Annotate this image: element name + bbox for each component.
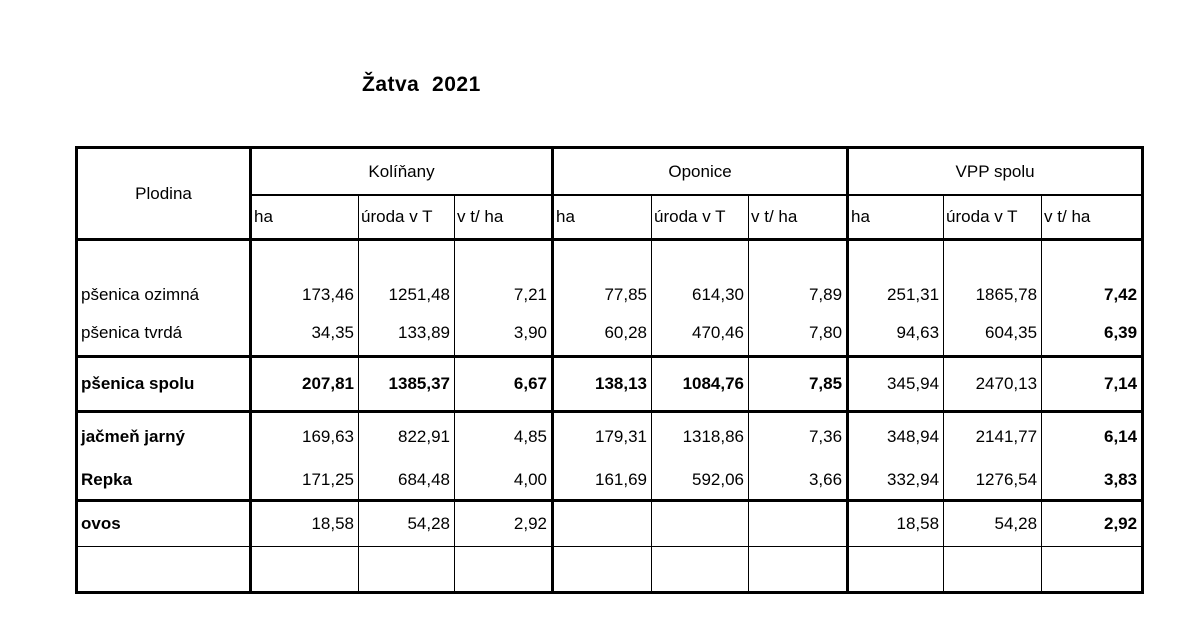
cell-value: 332,94: [848, 461, 944, 501]
crop-name: pšenica ozimná: [77, 240, 251, 312]
cell-value: 3,90: [455, 311, 553, 357]
cell-value: 133,89: [359, 311, 455, 357]
group-header-kolinany: Kolíňany: [251, 148, 553, 196]
cell-value: 94,63: [848, 311, 944, 357]
cell-value: 2141,77: [944, 412, 1042, 462]
cell-value: 6,39: [1042, 311, 1143, 357]
cell-value: [848, 547, 944, 593]
table-row: [77, 240, 1143, 312]
cell-value: [1042, 547, 1143, 593]
cell-value: 7,85: [749, 357, 848, 412]
crop-column-header: Plodina: [77, 148, 251, 240]
cell-value: [652, 547, 749, 593]
subheader-ha: ha: [848, 195, 944, 240]
table-row: [77, 311, 1143, 357]
cell-value: 604,35: [944, 311, 1042, 357]
cell-value: [749, 501, 848, 547]
group-header-vpp-spolu: VPP spolu: [848, 148, 1143, 196]
cell-value: 2,92: [1042, 501, 1143, 547]
crop-name: pšenica tvrdá: [77, 311, 251, 357]
cell-value: 614,30: [652, 240, 749, 312]
subheader-ha: ha: [251, 195, 359, 240]
cell-value: [749, 547, 848, 593]
cell-value: 7,21: [455, 240, 553, 312]
subheader-t-per-ha: v t/ ha: [455, 195, 553, 240]
cell-value: 1251,48: [359, 240, 455, 312]
table-row-empty: [77, 547, 1143, 593]
cell-value: 348,94: [848, 412, 944, 462]
cell-value: 7,14: [1042, 357, 1143, 412]
group-header-oponice: Oponice: [553, 148, 848, 196]
header-row-groups: [77, 148, 1143, 196]
cell-value: 345,94: [848, 357, 944, 412]
document-title: Žatva 2021: [362, 73, 481, 96]
cell-value: 171,25: [251, 461, 359, 501]
cell-value: 470,46: [652, 311, 749, 357]
cell-value: 54,28: [359, 501, 455, 547]
cell-value: 1084,76: [652, 357, 749, 412]
cell-value: [553, 501, 652, 547]
cell-value: 3,83: [1042, 461, 1143, 501]
cell-value: 34,35: [251, 311, 359, 357]
crop-name: pšenica spolu: [77, 357, 251, 412]
crop-name: ovos: [77, 501, 251, 547]
cell-value: 684,48: [359, 461, 455, 501]
cell-value: 6,14: [1042, 412, 1143, 462]
crop-name: Repka: [77, 461, 251, 501]
crop-name: jačmeň jarný: [77, 412, 251, 462]
cell-value: 3,66: [749, 461, 848, 501]
cell-value: 2,92: [455, 501, 553, 547]
cell-value: 161,69: [553, 461, 652, 501]
cell-value: 60,28: [553, 311, 652, 357]
cell-value: 7,42: [1042, 240, 1143, 312]
subheader-yield: úroda v T: [359, 195, 455, 240]
cell-value: 4,85: [455, 412, 553, 462]
subheader-yield: úroda v T: [944, 195, 1042, 240]
cell-value: 1865,78: [944, 240, 1042, 312]
subheader-yield: úroda v T: [652, 195, 749, 240]
cell-value: 7,36: [749, 412, 848, 462]
cell-value: 6,67: [455, 357, 553, 412]
harvest-table: [75, 146, 1144, 594]
subheader-t-per-ha: v t/ ha: [1042, 195, 1143, 240]
table-row: [77, 501, 1143, 547]
subheader-t-per-ha: v t/ ha: [749, 195, 848, 240]
cell-value: [359, 547, 455, 593]
crop-name: [77, 547, 251, 593]
cell-value: 18,58: [251, 501, 359, 547]
cell-value: 251,31: [848, 240, 944, 312]
table-row: [77, 412, 1143, 462]
cell-value: 169,63: [251, 412, 359, 462]
cell-value: 1318,86: [652, 412, 749, 462]
cell-value: 179,31: [553, 412, 652, 462]
cell-value: 2470,13: [944, 357, 1042, 412]
cell-value: 822,91: [359, 412, 455, 462]
cell-value: 1385,37: [359, 357, 455, 412]
cell-value: 7,80: [749, 311, 848, 357]
cell-value: [455, 547, 553, 593]
cell-value: 138,13: [553, 357, 652, 412]
cell-value: 7,89: [749, 240, 848, 312]
cell-value: 77,85: [553, 240, 652, 312]
cell-value: 4,00: [455, 461, 553, 501]
table-row-subtotal: [77, 357, 1143, 412]
cell-value: [944, 547, 1042, 593]
cell-value: 592,06: [652, 461, 749, 501]
subheader-ha: ha: [553, 195, 652, 240]
cell-value: 1276,54: [944, 461, 1042, 501]
table-row: [77, 461, 1143, 501]
cell-value: 173,46: [251, 240, 359, 312]
cell-value: 54,28: [944, 501, 1042, 547]
cell-value: 18,58: [848, 501, 944, 547]
cell-value: [553, 547, 652, 593]
cell-value: [652, 501, 749, 547]
cell-value: 207,81: [251, 357, 359, 412]
cell-value: [251, 547, 359, 593]
